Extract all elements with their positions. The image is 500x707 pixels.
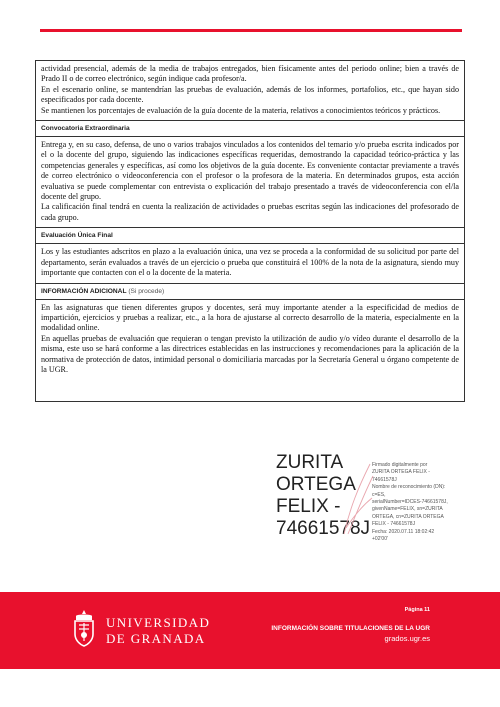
signature-detail-line: ORTEGA, cn=ZURITA ORTEGA (372, 513, 444, 520)
adicional-row (36, 300, 464, 402)
extraordinaria-body (36, 137, 464, 227)
section-heading: INFORMACIÓN ADICIONAL (Si procede) (41, 287, 165, 295)
unica-heading-row (36, 228, 464, 244)
signature-detail-line: Firmado digitalmente por (372, 462, 428, 468)
header-rule (40, 29, 462, 32)
footer (0, 592, 500, 669)
signature-line: FELIX - (276, 496, 341, 517)
signature-detail-line: FELIX - 74661578J (372, 521, 416, 528)
signature-detail-line: Nombre de reconocimiento (DN): (372, 484, 446, 491)
signature-detail-line: 74661578J (372, 476, 397, 483)
footer-info (271, 624, 430, 644)
signature-detail-line: c=ES, (372, 491, 386, 498)
evaluation-table (35, 60, 465, 402)
page-number: Página 11 (404, 607, 430, 613)
adicional-body (36, 300, 464, 402)
signature-line: ORTEGA (276, 474, 356, 495)
unica-row (36, 244, 464, 283)
logo-line: DE GRANADA (106, 631, 206, 646)
extraordinaria-heading-row (36, 121, 464, 137)
signature-flourish-icon (340, 458, 376, 538)
intro-row (36, 61, 464, 121)
unica-body (36, 244, 464, 282)
paragraph: En las asignaturas que tienen diferentes grupos y docentes, será muy importante atender a la especificidad de medios de impartición, ejercicios y pruebas a realizar, etc., a la hora de ajustarse al correcto desarrollo de la materia, especialmente en la modalidad online. (41, 302, 459, 333)
logo-line: UNIVERSIDAD (106, 615, 211, 630)
university-crest-icon (70, 608, 98, 648)
university-logo-text (106, 615, 210, 647)
paragraph: La calificación final tendrá en cuenta la realización de actividades o pruebas escritas según las indicaciones del profesorado de cada grupo. (41, 202, 459, 222)
paragraph: Entrega y, en su caso, defensa, de uno o varios trabajos vinculados a los contenidos del temario y/o prueba escrita indicados por el o la docente del grupo, siguiendo las indicaciones específicas requeridas, demostrando la capacidad teórico-práctica y las competencias generales y específicas, así como los objetivos de la guía docente. Es conveniente contactar previamente a través de correo electrónico o videoconferencia con el profesor o la profesora de la materia. En determinados grupos, esta acción evaluativa se puede complementar con entrevista o explicación del trabajo presentado a través de videoconferencia con el/la docente del grupo. (41, 140, 459, 202)
signature-detail-line: ZURITA ORTEGA FELIX - (372, 469, 430, 476)
signature-detail-line: givenName=FELIX, sn=ZURITA (372, 506, 443, 513)
paragraph: actividad presencial, además de la media de trabajos entregados, bien físicamente antes del periodo online; bien a través de Prado II o de correo electrónico, según indique cada profesor/a. (41, 64, 459, 84)
signature-detail-line: Fecha: 2020.07.11 18:02:42 (372, 528, 435, 535)
paragraph: En el escenario online, se mantendrían las pruebas de evaluación, además de los informes, portafolios, etc., que hayan sido especificados por cada docente. (41, 84, 459, 105)
extraordinaria-row (36, 137, 464, 228)
grados-link[interactable]: grados.ugr.es (384, 634, 430, 643)
info-title: INFORMACIÓN SOBRE TITULACIONES DE LA UGR (271, 625, 430, 632)
adicional-heading-row (36, 284, 464, 300)
signature-detail-line: +02'00' (372, 536, 388, 543)
paragraph: Se mantienen los porcentajes de evaluación de la guía docente de la materia, relativos a conocimientos teóricos y prácticos. (41, 105, 441, 115)
paragraph: Los y las estudiantes adscritos en plazo a la evaluación única, una vez se proceda a la conformidad de su solicitud por parte del departamento, serán evaluados a través de un ejercicio o prueba que constituirá el 100% de la nota de la asignatura, siendo muy importante que contacten con el o la docente de la materia. (41, 247, 459, 278)
signature-line: ZURITA (276, 452, 344, 473)
signature-detail-line: serialNumber=IDCES-74661578J, (372, 499, 448, 506)
intro-body (36, 61, 464, 120)
paragraph: En aquellas pruebas de evaluación que requieran o tengan previsto la utilización de audio y/o vídeo durante el desarrollo de la misma, este uso se hará conforme a las directrices establecidas en las instrucciones y recomendaciones para la aplicación de la normativa de protección de datos, intimidad personal o domiciliaria marcadas por la Secretaría General u órgano competente de la UGR. (41, 333, 459, 374)
heading-note: (Si procede) (128, 287, 165, 295)
section-heading: Convocatoria Extraordinaria (41, 125, 130, 133)
signature-details (372, 462, 472, 543)
signature-line: 74661578J (276, 518, 371, 539)
section-heading: Evaluación Única Final (41, 232, 113, 240)
